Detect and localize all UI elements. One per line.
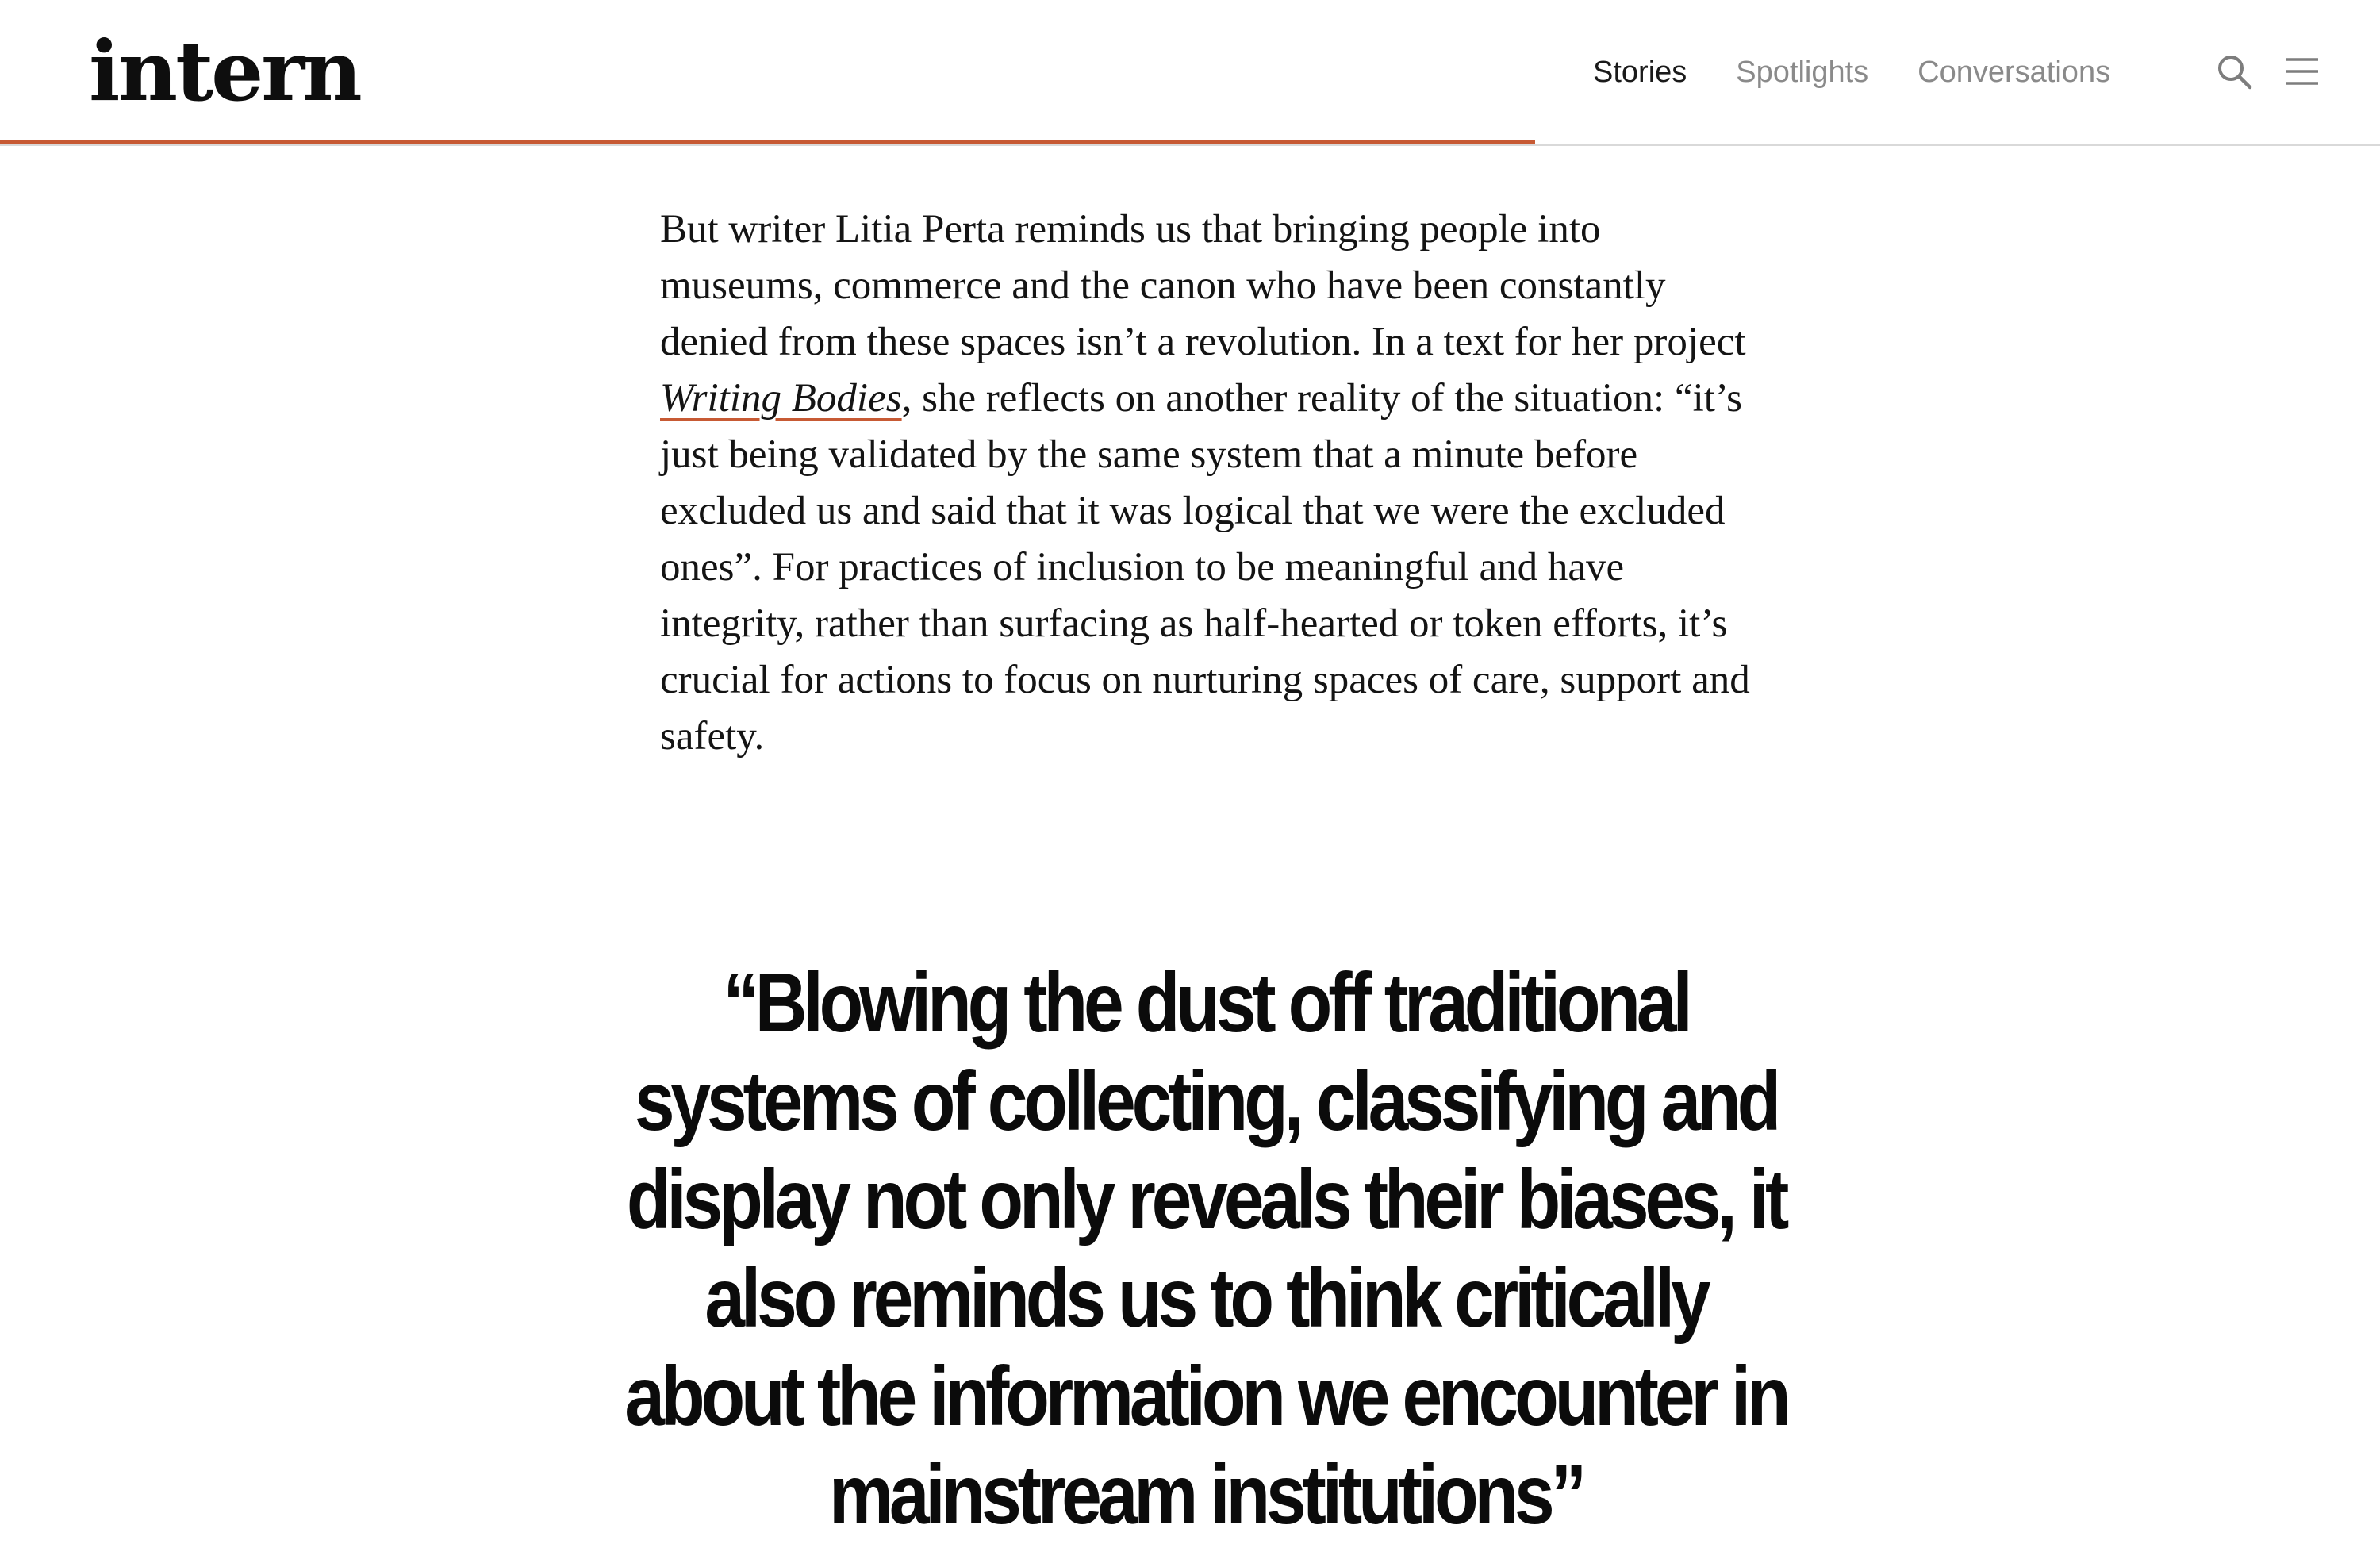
search-icon — [2216, 53, 2252, 90]
reading-progress-bar — [0, 140, 1535, 144]
pull-quote: “Blowing the dust off traditional systems of collecting, classifying and display not only reveals their biases, it also reminds us to think critically about the information we encounter in mainstream institutions” — [624, 956, 1787, 1542]
hamburger-menu-icon — [2285, 56, 2320, 87]
site-header — [0, 0, 2380, 146]
writing-bodies-link[interactable]: Writing Bodies — [660, 376, 902, 421]
nav-item-stories[interactable]: Stories — [1593, 56, 1687, 89]
article-paragraph — [660, 202, 1771, 765]
menu-button[interactable] — [2282, 49, 2323, 94]
nav-item-conversations[interactable]: Conversations — [1917, 56, 2111, 89]
search-button[interactable] — [2213, 49, 2255, 94]
paragraph-text-end: , she reflects on another reality of the situation: “it’s just being validated by the same system that a minute before excluded us and said that it was logical that we were the excluded ones”. For practices of inclusion to be meaningful and have integrity, rather than surfacing as half-hearted or token efforts, it’s crucial for actions to focus on nurturing spaces of care, support and safety. — [660, 376, 1750, 759]
paragraph-text-start: But writer Litia Perta reminds us that bringing people into museums, commerce and the canon who have been constantly denied from these spaces isn’t a revolution. In a text for her project — [660, 207, 1746, 364]
main-nav — [1593, 52, 2110, 92]
nav-item-spotlights[interactable]: Spotlights — [1736, 56, 1869, 89]
site-logo[interactable]: intern — [89, 22, 360, 120]
